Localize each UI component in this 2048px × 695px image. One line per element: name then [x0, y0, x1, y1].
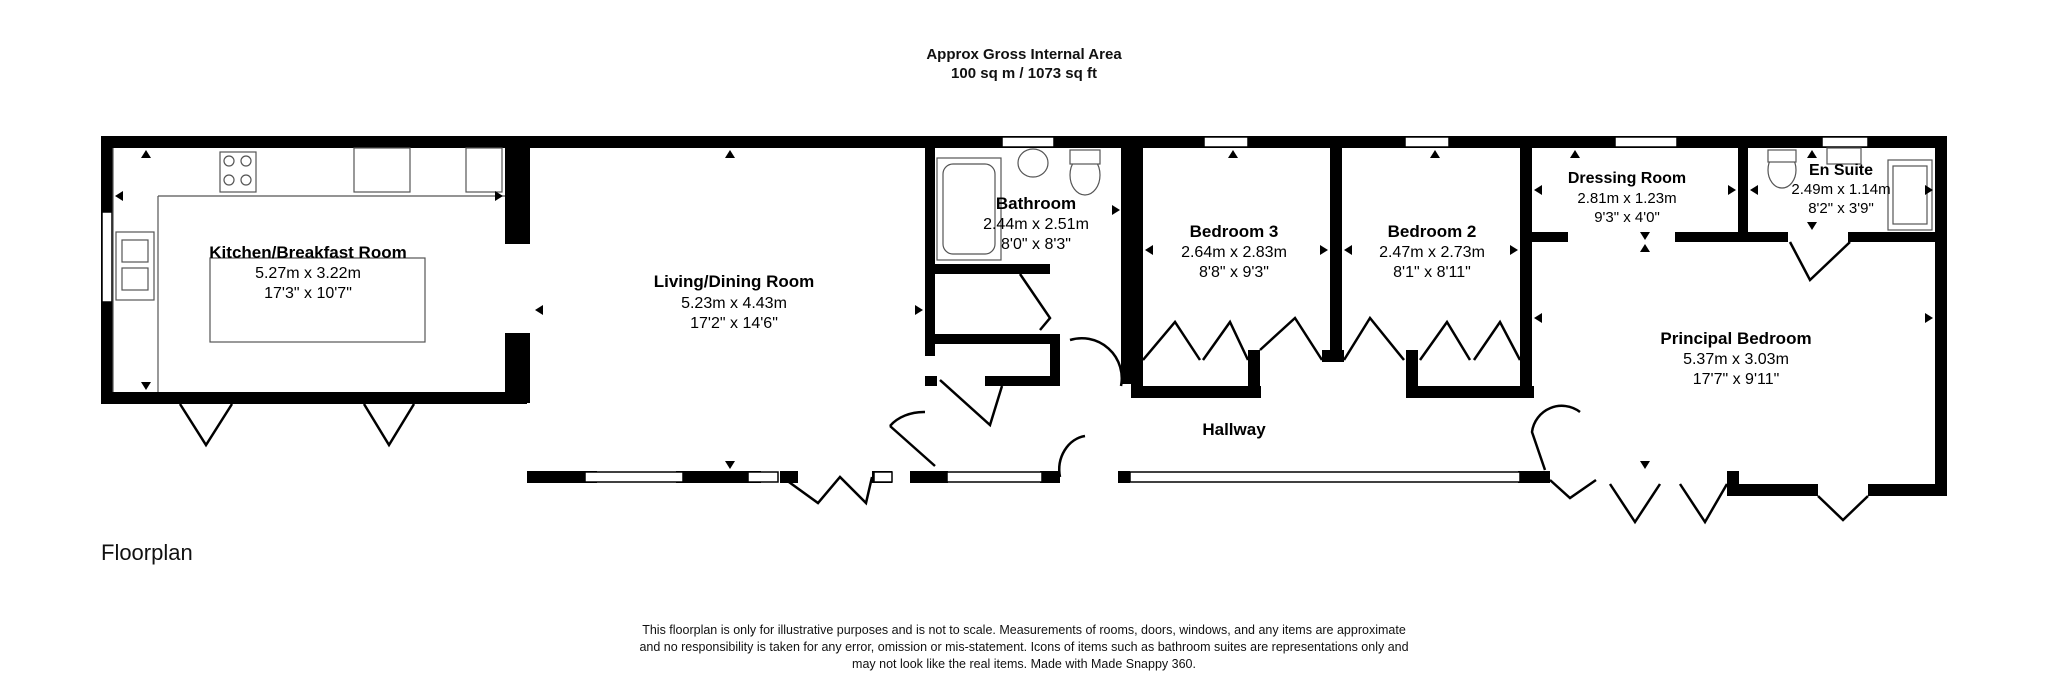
room-living-metric: 5.23m x 4.43m	[681, 295, 787, 312]
room-ensuite-metric: 2.49m x 1.14m	[1791, 181, 1891, 198]
room-ensuite-name: En Suite	[1808, 162, 1874, 179]
room-bedroom3-name: Bedroom 3	[1189, 222, 1279, 241]
room-living-imperial: 17'2" x 14'6"	[690, 315, 778, 332]
room-hallway-name: Hallway	[1202, 420, 1266, 439]
room-bedroom2-imperial: 8'1" x 8'11"	[1393, 264, 1471, 281]
area-title: Approx Gross Internal Area	[926, 46, 1122, 63]
room-hallway	[1202, 420, 1266, 439]
room-bedroom3	[1181, 222, 1287, 281]
room-bedroom2	[1379, 222, 1485, 281]
room-kitchen-metric: 5.27m x 3.22m	[255, 265, 361, 282]
room-ensuite-imperial: 8'2" x 3'9"	[1808, 200, 1874, 217]
room-kitchen-imperial: 17'3" x 10'7"	[264, 285, 352, 302]
room-living	[654, 272, 815, 332]
floorplan-label: Floorplan	[101, 540, 193, 565]
room-ensuite	[1791, 162, 1890, 217]
room-bathroom-name: Bathroom	[995, 194, 1077, 213]
room-principal-imperial: 17'7" x 9'11"	[1692, 371, 1780, 388]
disclaimer-line-1: This floorplan is only for illustrative purposes and is not to scale. Measurements of rooms, doors, windows, and any items are approximate	[642, 623, 1406, 637]
room-living-name: Living/Dining Room	[653, 272, 815, 291]
room-bedroom2-name: Bedroom 2	[1387, 222, 1477, 241]
room-bedroom3-imperial: 8'8" x 9'3"	[1199, 264, 1269, 281]
room-kitchen-name: Kitchen/Breakfast Room	[209, 243, 407, 262]
room-dressing	[1568, 170, 1686, 226]
disclaimer-line-2: and no responsibility is taken for any error, omission or mis-statement. Icons of items such as bathroom suites are representations only and	[639, 640, 1409, 654]
room-bedroom3-metric: 2.64m x 2.83m	[1181, 244, 1287, 261]
room-bathroom-metric: 2.44m x 2.51m	[983, 216, 1089, 233]
room-principal-name: Principal Bedroom	[1660, 329, 1812, 348]
room-dressing-metric: 2.81m x 1.23m	[1577, 190, 1677, 207]
room-bedroom2-metric: 2.47m x 2.73m	[1379, 244, 1485, 261]
room-bathroom-imperial: 8'0" x 8'3"	[1001, 236, 1071, 253]
disclaimer-line-3: may not look like the real items. Made with Made Snappy 360.	[852, 657, 1196, 671]
room-dressing-imperial: 9'3" x 4'0"	[1594, 209, 1660, 226]
room-dressing-name: Dressing Room	[1567, 170, 1687, 187]
disclaimer	[524, 622, 1524, 673]
room-principal-metric: 5.37m x 3.03m	[1683, 351, 1789, 368]
area-value: 100 sq m / 1073 sq ft	[951, 65, 1097, 82]
room-principal	[1660, 329, 1811, 388]
